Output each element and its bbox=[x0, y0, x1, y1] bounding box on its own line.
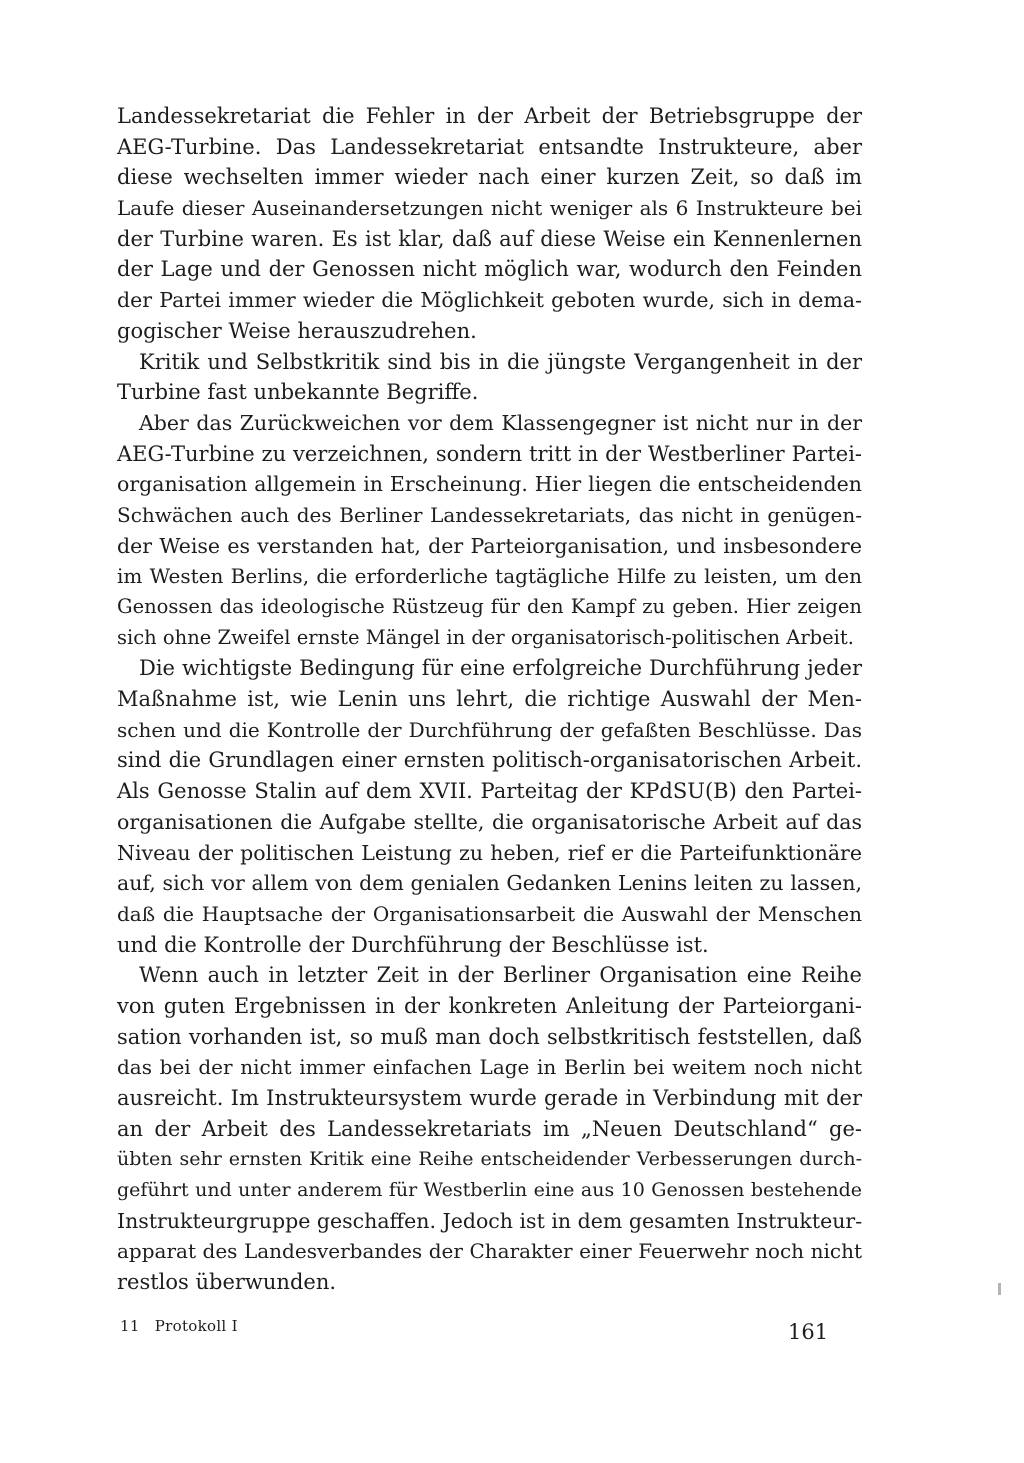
text-line: ausreicht. Im Instrukteursystem wurde gerade in Verbindung mit der bbox=[117, 1086, 862, 1110]
text-line: organisationen die Aufgabe stellte, die organisatorische Arbeit auf das bbox=[117, 809, 862, 834]
scan-edge-mark bbox=[998, 1283, 1001, 1295]
text-line: apparat des Landesverbandes der Charakter einer Feuerwehr noch nicht bbox=[117, 1239, 862, 1264]
text-line: Aber das Zurückweichen vor dem Klassengegner ist nicht nur in der bbox=[139, 410, 862, 435]
text-line: Schwächen auch des Berliner Landessekretariats, das nicht in genügen- bbox=[117, 502, 862, 527]
text-line: daß die Hauptsache der Organisationsarbeit die Auswahl der Menschen bbox=[117, 901, 862, 926]
text-line: Als Genosse Stalin auf dem XVII. Parteitag der KPdSU(B) den Partei- bbox=[117, 779, 862, 804]
text-line: Niveau der politischen Leistung zu heben, rief er die Parteifunktionäre bbox=[117, 840, 862, 865]
text-line: Genossen das ideologische Rüstzeug für den Kampf zu geben. Hier zeigen bbox=[117, 595, 862, 618]
body-text bbox=[117, 101, 862, 1298]
paragraph bbox=[117, 653, 862, 960]
signature-title: Protokoll I bbox=[154, 1317, 238, 1335]
signature-number: 11 bbox=[120, 1317, 140, 1335]
text-line: übten sehr ernsten Kritik eine Reihe entscheidender Verbesserungen durch- bbox=[117, 1148, 862, 1171]
text-line: Instrukteurgruppe geschaffen. Jedoch ist in dem gesamten Instrukteur- bbox=[117, 1208, 863, 1233]
page-number: 161 bbox=[788, 1320, 829, 1344]
paragraph bbox=[117, 101, 862, 347]
text-line: Die wichtigste Bedingung für eine erfolgreiche Durchführung jeder bbox=[139, 656, 862, 681]
text-line: im Westen Berlins, die erforderliche tagtägliche Hilfe zu leisten, um den bbox=[117, 564, 862, 589]
text-line: AEG-Turbine zu verzeichnen, sondern tritt in der Westberliner Partei- bbox=[117, 441, 862, 466]
text-line: der Lage und der Genossen nicht möglich war, wodurch den Feinden bbox=[117, 257, 862, 282]
text-line: Turbine fast unbekannte Begriffe. bbox=[117, 380, 479, 405]
paragraph bbox=[117, 960, 862, 1298]
text-line: geführt und unter anderem für Westberlin eine aus 10 Genossen bestehende bbox=[117, 1179, 862, 1202]
text-line: der Partei immer wieder die Möglichkeit geboten wurde, sich in dema- bbox=[117, 288, 862, 313]
text-line: der Weise es verstanden hat, der Parteiorganisation, und insbesondere bbox=[117, 533, 862, 558]
text-line: Wenn auch in letzter Zeit in der Berliner Organisation eine Reihe bbox=[139, 963, 862, 988]
text-line: Kritik und Selbstkritik sind bis in die jüngste Vergangenheit in der bbox=[139, 349, 862, 374]
text-line: diese wechselten immer wieder nach einer kurzen Zeit, so daß im bbox=[117, 165, 862, 190]
text-line: von guten Ergebnissen in der konkreten Anleitung der Parteiorgani- bbox=[117, 993, 862, 1018]
text-line: schen und die Kontrolle der Durchführung der gefaßten Beschlüsse. Das bbox=[117, 717, 862, 742]
text-line: organisation allgemein in Erscheinung. Hier liegen die entscheidenden bbox=[117, 472, 862, 497]
text-line: Landessekretariat die Fehler in der Arbeit der Betriebsgruppe der bbox=[117, 104, 862, 128]
text-line: an der Arbeit des Landessekretariats im „Neuen Deutschland“ ge- bbox=[117, 1116, 862, 1141]
signature-mark bbox=[120, 1317, 238, 1335]
text-line: gogischer Weise herauszudrehen. bbox=[117, 318, 477, 343]
paragraph bbox=[117, 408, 862, 654]
text-line: Laufe dieser Auseinandersetzungen nicht weniger als 6 Instrukteure bei bbox=[117, 196, 862, 221]
text-line: sation vorhanden ist, so muß man doch selbstkritisch feststellen, daß bbox=[117, 1024, 862, 1049]
text-line: der Turbine waren. Es ist klar, daß auf diese Weise ein Kennenlernen bbox=[117, 226, 862, 251]
text-line: sind die Grundlagen einer ernsten politisch-organisatorischen Arbeit. bbox=[117, 748, 862, 773]
text-line: restlos überwunden. bbox=[117, 1270, 337, 1295]
text-line: und die Kontrolle der Durchführung der Beschlüsse ist. bbox=[117, 932, 709, 957]
text-line: AEG-Turbine. Das Landessekretariat entsandte Instrukteure, aber bbox=[117, 134, 862, 159]
text-line: auf, sich vor allem von dem genialen Gedanken Lenins leiten zu lassen, bbox=[117, 871, 862, 896]
text-line: sich ohne Zweifel ernste Mängel in der organisatorisch-politischen Arbeit. bbox=[117, 625, 854, 649]
text-line: das bei der nicht immer einfachen Lage in Berlin bei weitem noch nicht bbox=[117, 1055, 862, 1080]
paragraph bbox=[117, 347, 862, 408]
text-line: Maßnahme ist, wie Lenin uns lehrt, die richtige Auswahl der Men- bbox=[117, 687, 862, 712]
